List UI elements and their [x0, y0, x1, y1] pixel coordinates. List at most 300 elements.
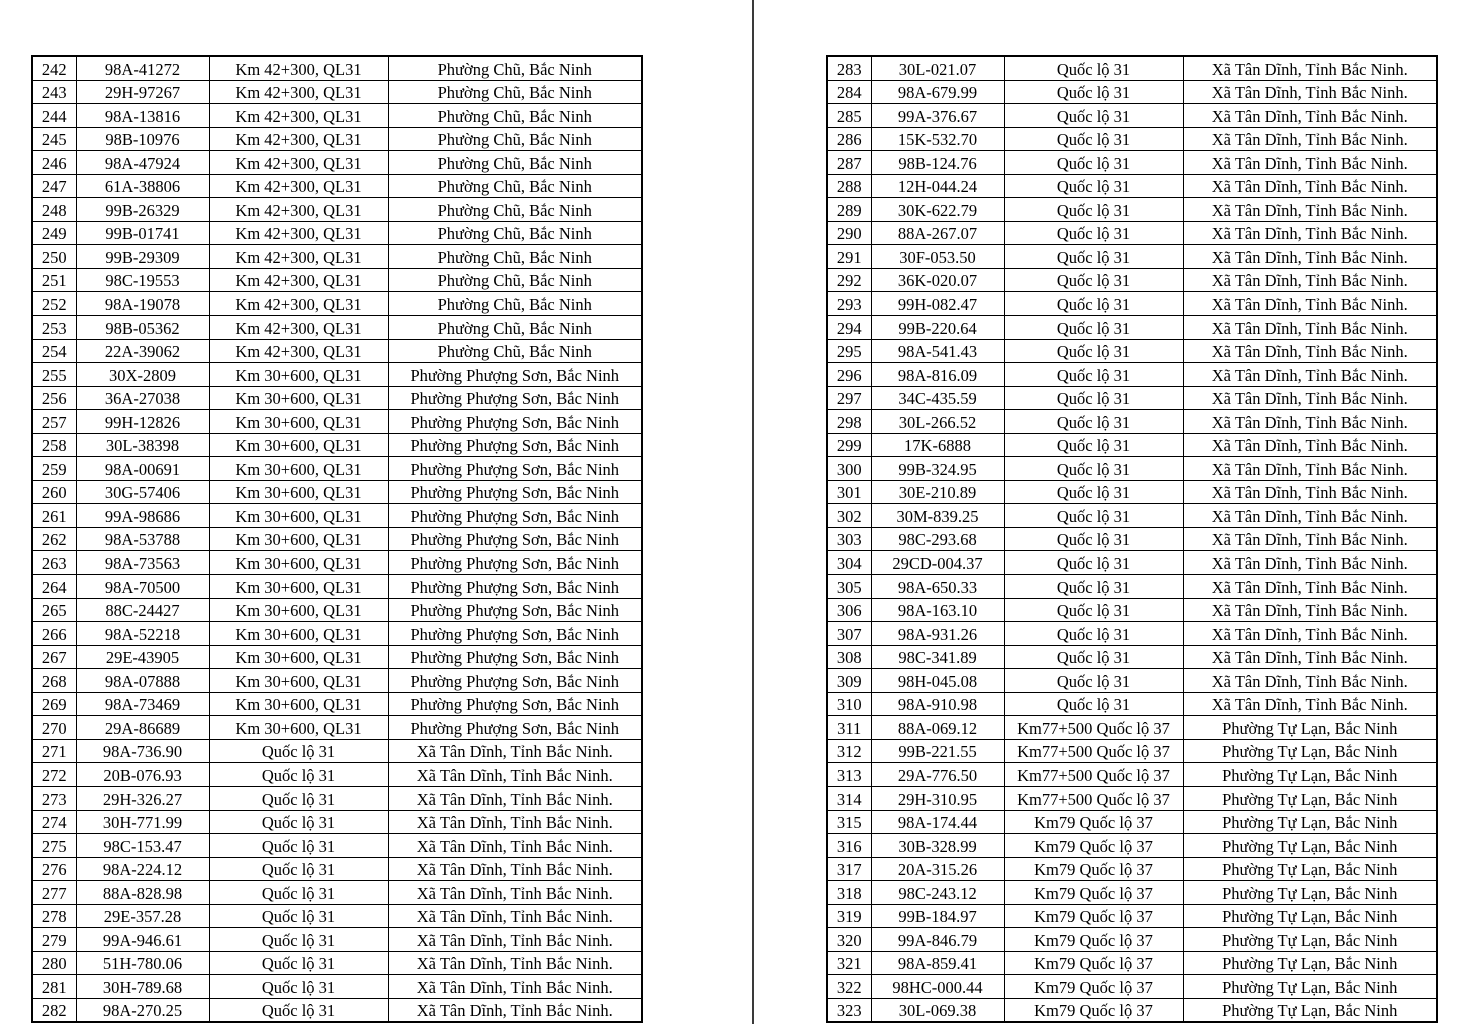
row-number-cell: 286 [827, 127, 871, 151]
row-number-cell: 251 [32, 268, 76, 292]
table-row [827, 151, 1437, 175]
ward-commune-cell: Phường Tự Lạn, Bắc Ninh [1183, 716, 1437, 740]
table-row [32, 810, 642, 834]
row-number-cell: 244 [32, 104, 76, 128]
row-number-cell: 321 [827, 951, 871, 975]
table-row [827, 457, 1437, 481]
license-plate-cell: 98A-47924 [76, 151, 209, 175]
table-row [32, 480, 642, 504]
row-number-cell: 277 [32, 881, 76, 905]
table-row [32, 598, 642, 622]
ward-commune-cell: Phường Tự Lạn, Bắc Ninh [1183, 975, 1437, 999]
ward-commune-cell: Phường Chũ, Bắc Ninh [388, 80, 642, 104]
table-row [32, 104, 642, 128]
table-row [32, 504, 642, 528]
violation-location-cell: Km 42+300, QL31 [209, 151, 388, 175]
table-row [32, 127, 642, 151]
table-row [827, 386, 1437, 410]
row-number-cell: 281 [32, 975, 76, 999]
violation-location-cell: Km 30+600, QL31 [209, 622, 388, 646]
license-plate-cell: 20A-315.26 [871, 857, 1004, 881]
row-number-cell: 303 [827, 527, 871, 551]
license-plate-cell: 12H-044.24 [871, 174, 1004, 198]
table-row [32, 951, 642, 975]
violation-location-cell: Km 42+300, QL31 [209, 174, 388, 198]
row-number-cell: 261 [32, 504, 76, 528]
table-row [827, 527, 1437, 551]
license-plate-cell: 88A-828.98 [76, 881, 209, 905]
row-number-cell: 314 [827, 786, 871, 810]
violation-location-cell: Km 30+600, QL31 [209, 551, 388, 575]
license-plate-cell: 30G-57406 [76, 480, 209, 504]
table-row [32, 975, 642, 999]
license-plate-cell: 98A-816.09 [871, 363, 1004, 387]
row-number-cell: 306 [827, 598, 871, 622]
ward-commune-cell: Xã Tân Dĩnh, Tỉnh Bắc Ninh. [1183, 692, 1437, 716]
ward-commune-cell: Xã Tân Dĩnh, Tỉnh Bắc Ninh. [1183, 221, 1437, 245]
license-plate-cell: 98C-293.68 [871, 527, 1004, 551]
violation-location-cell: Quốc lộ 31 [1004, 127, 1183, 151]
license-plate-cell: 20B-076.93 [76, 763, 209, 787]
violation-location-cell: Quốc lộ 31 [1004, 433, 1183, 457]
ward-commune-cell: Xã Tân Dĩnh, Tỉnh Bắc Ninh. [388, 881, 642, 905]
violation-location-cell: Quốc lộ 31 [209, 739, 388, 763]
table-row [827, 174, 1437, 198]
row-number-cell: 263 [32, 551, 76, 575]
violation-location-cell: Quốc lộ 31 [1004, 339, 1183, 363]
table-row [32, 80, 642, 104]
ward-commune-cell: Phường Tự Lạn, Bắc Ninh [1183, 857, 1437, 881]
violation-location-cell: Km 42+300, QL31 [209, 80, 388, 104]
row-number-cell: 311 [827, 716, 871, 740]
row-number-cell: 274 [32, 810, 76, 834]
license-plate-cell: 98A-41272 [76, 56, 209, 80]
table-row [827, 622, 1437, 646]
table-row [827, 857, 1437, 881]
license-plate-cell: 30L-069.38 [871, 998, 1004, 1022]
ward-commune-cell: Phường Tự Lạn, Bắc Ninh [1183, 951, 1437, 975]
violation-location-cell: Km 42+300, QL31 [209, 316, 388, 340]
ward-commune-cell: Phường Tự Lạn, Bắc Ninh [1183, 739, 1437, 763]
violation-location-cell: Quốc lộ 31 [209, 786, 388, 810]
ward-commune-cell: Phường Phượng Sơn, Bắc Ninh [388, 622, 642, 646]
violation-location-cell: Km 30+600, QL31 [209, 480, 388, 504]
license-plate-cell: 99B-220.64 [871, 316, 1004, 340]
row-number-cell: 243 [32, 80, 76, 104]
license-plate-cell: 88A-267.07 [871, 221, 1004, 245]
violation-location-cell: Km79 Quốc lộ 37 [1004, 951, 1183, 975]
violation-location-cell: Quốc lộ 31 [1004, 575, 1183, 599]
row-number-cell: 322 [827, 975, 871, 999]
violation-location-cell: Km 30+600, QL31 [209, 575, 388, 599]
ward-commune-cell: Xã Tân Dĩnh, Tỉnh Bắc Ninh. [388, 928, 642, 952]
license-plate-cell: 30H-771.99 [76, 810, 209, 834]
table-row [32, 268, 642, 292]
table-row [827, 786, 1437, 810]
violation-location-cell: Km77+500 Quốc lộ 37 [1004, 739, 1183, 763]
table-row [827, 198, 1437, 222]
license-plate-cell: 29H-326.27 [76, 786, 209, 810]
row-number-cell: 288 [827, 174, 871, 198]
row-number-cell: 296 [827, 363, 871, 387]
table-row [827, 669, 1437, 693]
table-row [827, 292, 1437, 316]
ward-commune-cell: Xã Tân Dĩnh, Tỉnh Bắc Ninh. [388, 834, 642, 858]
license-plate-cell: 99H-12826 [76, 410, 209, 434]
violation-location-cell: Km 30+600, QL31 [209, 433, 388, 457]
ward-commune-cell: Xã Tân Dĩnh, Tỉnh Bắc Ninh. [1183, 527, 1437, 551]
row-number-cell: 256 [32, 386, 76, 410]
license-plate-cell: 98C-243.12 [871, 881, 1004, 905]
ward-commune-cell: Phường Phượng Sơn, Bắc Ninh [388, 457, 642, 481]
row-number-cell: 309 [827, 669, 871, 693]
violation-location-cell: Km 42+300, QL31 [209, 104, 388, 128]
row-number-cell: 280 [32, 951, 76, 975]
ward-commune-cell: Phường Chũ, Bắc Ninh [388, 221, 642, 245]
ward-commune-cell: Xã Tân Dĩnh, Tỉnh Bắc Ninh. [1183, 622, 1437, 646]
records-table-right-body [827, 56, 1437, 1022]
license-plate-cell: 17K-6888 [871, 433, 1004, 457]
license-plate-cell: 98A-931.26 [871, 622, 1004, 646]
violation-location-cell: Quốc lộ 31 [1004, 245, 1183, 269]
license-plate-cell: 30E-210.89 [871, 480, 1004, 504]
table-row [32, 692, 642, 716]
table-row [827, 363, 1437, 387]
violation-location-cell: Km79 Quốc lộ 37 [1004, 975, 1183, 999]
row-number-cell: 302 [827, 504, 871, 528]
license-plate-cell: 98A-163.10 [871, 598, 1004, 622]
row-number-cell: 287 [827, 151, 871, 175]
table-row [32, 292, 642, 316]
violation-location-cell: Km 30+600, QL31 [209, 669, 388, 693]
table-row [827, 998, 1437, 1022]
table-row [827, 763, 1437, 787]
ward-commune-cell: Xã Tân Dĩnh, Tỉnh Bắc Ninh. [1183, 363, 1437, 387]
license-plate-cell: 29CD-004.37 [871, 551, 1004, 575]
violation-location-cell: Quốc lộ 31 [1004, 198, 1183, 222]
license-plate-cell: 30H-789.68 [76, 975, 209, 999]
violation-location-cell: Quốc lộ 31 [1004, 457, 1183, 481]
ward-commune-cell: Phường Chũ, Bắc Ninh [388, 292, 642, 316]
records-table-right [826, 55, 1438, 1023]
table-row [827, 316, 1437, 340]
row-number-cell: 299 [827, 433, 871, 457]
license-plate-cell: 99B-01741 [76, 221, 209, 245]
table-row [827, 951, 1437, 975]
ward-commune-cell: Phường Phượng Sơn, Bắc Ninh [388, 363, 642, 387]
table-row [827, 645, 1437, 669]
row-number-cell: 268 [32, 669, 76, 693]
table-row [32, 151, 642, 175]
violation-location-cell: Km77+500 Quốc lộ 37 [1004, 716, 1183, 740]
violation-location-cell: Quốc lộ 31 [209, 810, 388, 834]
license-plate-cell: 30L-021.07 [871, 56, 1004, 80]
table-row [32, 174, 642, 198]
row-number-cell: 308 [827, 645, 871, 669]
license-plate-cell: 34C-435.59 [871, 386, 1004, 410]
row-number-cell: 319 [827, 904, 871, 928]
violation-location-cell: Quốc lộ 31 [1004, 292, 1183, 316]
ward-commune-cell: Xã Tân Dĩnh, Tỉnh Bắc Ninh. [1183, 174, 1437, 198]
row-number-cell: 258 [32, 433, 76, 457]
row-number-cell: 248 [32, 198, 76, 222]
ward-commune-cell: Phường Chũ, Bắc Ninh [388, 174, 642, 198]
violation-location-cell: Km 42+300, QL31 [209, 127, 388, 151]
ward-commune-cell: Xã Tân Dĩnh, Tỉnh Bắc Ninh. [1183, 575, 1437, 599]
table-row [32, 786, 642, 810]
license-plate-cell: 98C-19553 [76, 268, 209, 292]
ward-commune-cell: Phường Phượng Sơn, Bắc Ninh [388, 598, 642, 622]
violation-location-cell: Quốc lộ 31 [1004, 268, 1183, 292]
row-number-cell: 257 [32, 410, 76, 434]
violation-location-cell: Quốc lộ 31 [1004, 410, 1183, 434]
license-plate-cell: 98A-174.44 [871, 810, 1004, 834]
row-number-cell: 252 [32, 292, 76, 316]
license-plate-cell: 98HC-000.44 [871, 975, 1004, 999]
table-row [827, 692, 1437, 716]
row-number-cell: 301 [827, 480, 871, 504]
ward-commune-cell: Xã Tân Dĩnh, Tỉnh Bắc Ninh. [388, 739, 642, 763]
ward-commune-cell: Phường Tự Lạn, Bắc Ninh [1183, 928, 1437, 952]
row-number-cell: 269 [32, 692, 76, 716]
license-plate-cell: 98H-045.08 [871, 669, 1004, 693]
violation-location-cell: Quốc lộ 31 [209, 928, 388, 952]
violation-location-cell: Km77+500 Quốc lộ 37 [1004, 786, 1183, 810]
violation-location-cell: Quốc lộ 31 [1004, 221, 1183, 245]
ward-commune-cell: Phường Phượng Sơn, Bắc Ninh [388, 692, 642, 716]
violation-location-cell: Quốc lộ 31 [209, 763, 388, 787]
license-plate-cell: 99A-846.79 [871, 928, 1004, 952]
license-plate-cell: 99B-221.55 [871, 739, 1004, 763]
violation-location-cell: Quốc lộ 31 [1004, 56, 1183, 80]
ward-commune-cell: Xã Tân Dĩnh, Tỉnh Bắc Ninh. [388, 904, 642, 928]
violation-location-cell: Km 30+600, QL31 [209, 386, 388, 410]
license-plate-cell: 98A-859.41 [871, 951, 1004, 975]
row-number-cell: 260 [32, 480, 76, 504]
license-plate-cell: 98C-153.47 [76, 834, 209, 858]
table-row [32, 527, 642, 551]
row-number-cell: 291 [827, 245, 871, 269]
violation-location-cell: Km 42+300, QL31 [209, 268, 388, 292]
row-number-cell: 262 [32, 527, 76, 551]
violation-location-cell: Quốc lộ 31 [1004, 480, 1183, 504]
violation-location-cell: Km79 Quốc lộ 37 [1004, 834, 1183, 858]
license-plate-cell: 29A-776.50 [871, 763, 1004, 787]
license-plate-cell: 30L-266.52 [871, 410, 1004, 434]
license-plate-cell: 98B-10976 [76, 127, 209, 151]
table-row [32, 245, 642, 269]
ward-commune-cell: Phường Chũ, Bắc Ninh [388, 198, 642, 222]
violation-location-cell: Km79 Quốc lộ 37 [1004, 881, 1183, 905]
row-number-cell: 247 [32, 174, 76, 198]
license-plate-cell: 36K-020.07 [871, 268, 1004, 292]
row-number-cell: 245 [32, 127, 76, 151]
violation-location-cell: Km 30+600, QL31 [209, 645, 388, 669]
violation-location-cell: Quốc lộ 31 [1004, 598, 1183, 622]
table-row [32, 386, 642, 410]
ward-commune-cell: Xã Tân Dĩnh, Tỉnh Bắc Ninh. [1183, 56, 1437, 80]
license-plate-cell: 98A-224.12 [76, 857, 209, 881]
violation-location-cell: Km 42+300, QL31 [209, 198, 388, 222]
table-row [32, 56, 642, 80]
license-plate-cell: 98A-73563 [76, 551, 209, 575]
table-row [32, 622, 642, 646]
row-number-cell: 310 [827, 692, 871, 716]
table-row [32, 457, 642, 481]
ward-commune-cell: Xã Tân Dĩnh, Tỉnh Bắc Ninh. [1183, 433, 1437, 457]
violation-location-cell: Quốc lộ 31 [1004, 363, 1183, 387]
table-row [32, 881, 642, 905]
violation-location-cell: Km 42+300, QL31 [209, 221, 388, 245]
violation-location-cell: Quốc lộ 31 [1004, 174, 1183, 198]
violation-location-cell: Quốc lộ 31 [1004, 527, 1183, 551]
license-plate-cell: 99B-29309 [76, 245, 209, 269]
violation-location-cell: Km79 Quốc lộ 37 [1004, 998, 1183, 1022]
row-number-cell: 305 [827, 575, 871, 599]
ward-commune-cell: Phường Tự Lạn, Bắc Ninh [1183, 998, 1437, 1022]
table-row [827, 56, 1437, 80]
license-plate-cell: 30L-38398 [76, 433, 209, 457]
table-row [32, 339, 642, 363]
license-plate-cell: 99H-082.47 [871, 292, 1004, 316]
license-plate-cell: 99B-324.95 [871, 457, 1004, 481]
row-number-cell: 294 [827, 316, 871, 340]
ward-commune-cell: Phường Chũ, Bắc Ninh [388, 104, 642, 128]
table-row [32, 363, 642, 387]
row-number-cell: 293 [827, 292, 871, 316]
row-number-cell: 266 [32, 622, 76, 646]
violation-location-cell: Quốc lộ 31 [1004, 622, 1183, 646]
violation-location-cell: Km 30+600, QL31 [209, 504, 388, 528]
row-number-cell: 249 [32, 221, 76, 245]
ward-commune-cell: Xã Tân Dĩnh, Tỉnh Bắc Ninh. [1183, 127, 1437, 151]
license-plate-cell: 98A-270.25 [76, 998, 209, 1022]
ward-commune-cell: Phường Phượng Sơn, Bắc Ninh [388, 551, 642, 575]
table-row [827, 245, 1437, 269]
table-row [827, 881, 1437, 905]
ward-commune-cell: Xã Tân Dĩnh, Tỉnh Bắc Ninh. [1183, 480, 1437, 504]
table-row [32, 904, 642, 928]
ward-commune-cell: Phường Phượng Sơn, Bắc Ninh [388, 527, 642, 551]
license-plate-cell: 99A-98686 [76, 504, 209, 528]
records-table-left [31, 55, 643, 1023]
row-number-cell: 297 [827, 386, 871, 410]
row-number-cell: 295 [827, 339, 871, 363]
ward-commune-cell: Xã Tân Dĩnh, Tỉnh Bắc Ninh. [1183, 645, 1437, 669]
row-number-cell: 312 [827, 739, 871, 763]
license-plate-cell: 98A-541.43 [871, 339, 1004, 363]
license-plate-cell: 29E-357.28 [76, 904, 209, 928]
violation-location-cell: Km 30+600, QL31 [209, 527, 388, 551]
row-number-cell: 242 [32, 56, 76, 80]
license-plate-cell: 29H-310.95 [871, 786, 1004, 810]
ward-commune-cell: Xã Tân Dĩnh, Tỉnh Bắc Ninh. [1183, 504, 1437, 528]
row-number-cell: 282 [32, 998, 76, 1022]
violation-location-cell: Km 42+300, QL31 [209, 56, 388, 80]
row-number-cell: 290 [827, 221, 871, 245]
row-number-cell: 307 [827, 622, 871, 646]
row-number-cell: 272 [32, 763, 76, 787]
row-number-cell: 273 [32, 786, 76, 810]
license-plate-cell: 98A-679.99 [871, 80, 1004, 104]
violation-location-cell: Km 30+600, QL31 [209, 457, 388, 481]
ward-commune-cell: Phường Phượng Sơn, Bắc Ninh [388, 480, 642, 504]
license-plate-cell: 99B-26329 [76, 198, 209, 222]
ward-commune-cell: Xã Tân Dĩnh, Tỉnh Bắc Ninh. [1183, 151, 1437, 175]
violation-location-cell: Quốc lộ 31 [1004, 645, 1183, 669]
ward-commune-cell: Xã Tân Dĩnh, Tỉnh Bắc Ninh. [1183, 339, 1437, 363]
license-plate-cell: 88A-069.12 [871, 716, 1004, 740]
ward-commune-cell: Phường Phượng Sơn, Bắc Ninh [388, 669, 642, 693]
table-row [827, 598, 1437, 622]
row-number-cell: 317 [827, 857, 871, 881]
ward-commune-cell: Xã Tân Dĩnh, Tỉnh Bắc Ninh. [388, 857, 642, 881]
row-number-cell: 323 [827, 998, 871, 1022]
table-row [32, 198, 642, 222]
license-plate-cell: 98A-73469 [76, 692, 209, 716]
license-plate-cell: 30B-328.99 [871, 834, 1004, 858]
license-plate-cell: 29A-86689 [76, 716, 209, 740]
license-plate-cell: 99A-946.61 [76, 928, 209, 952]
license-plate-cell: 88C-24427 [76, 598, 209, 622]
license-plate-cell: 29H-97267 [76, 80, 209, 104]
license-plate-cell: 98A-910.98 [871, 692, 1004, 716]
ward-commune-cell: Phường Chũ, Bắc Ninh [388, 339, 642, 363]
row-number-cell: 289 [827, 198, 871, 222]
ward-commune-cell: Xã Tân Dĩnh, Tỉnh Bắc Ninh. [1183, 245, 1437, 269]
license-plate-cell: 30F-053.50 [871, 245, 1004, 269]
row-number-cell: 285 [827, 104, 871, 128]
violation-location-cell: Km79 Quốc lộ 37 [1004, 857, 1183, 881]
violation-location-cell: Quốc lộ 31 [209, 857, 388, 881]
table-row [827, 268, 1437, 292]
table-row [827, 575, 1437, 599]
ward-commune-cell: Xã Tân Dĩnh, Tỉnh Bắc Ninh. [1183, 457, 1437, 481]
table-row [827, 127, 1437, 151]
license-plate-cell: 99B-184.97 [871, 904, 1004, 928]
ward-commune-cell: Xã Tân Dĩnh, Tỉnh Bắc Ninh. [388, 763, 642, 787]
violation-location-cell: Quốc lộ 31 [1004, 80, 1183, 104]
violation-location-cell: Km77+500 Quốc lộ 37 [1004, 763, 1183, 787]
row-number-cell: 304 [827, 551, 871, 575]
table-row [32, 857, 642, 881]
ward-commune-cell: Phường Chũ, Bắc Ninh [388, 151, 642, 175]
violation-location-cell: Quốc lộ 31 [1004, 504, 1183, 528]
ward-commune-cell: Xã Tân Dĩnh, Tỉnh Bắc Ninh. [388, 810, 642, 834]
license-plate-cell: 30M-839.25 [871, 504, 1004, 528]
violation-location-cell: Quốc lộ 31 [1004, 551, 1183, 575]
ward-commune-cell: Xã Tân Dĩnh, Tỉnh Bắc Ninh. [388, 998, 642, 1022]
ward-commune-cell: Xã Tân Dĩnh, Tỉnh Bắc Ninh. [1183, 80, 1437, 104]
table-row [827, 975, 1437, 999]
row-number-cell: 270 [32, 716, 76, 740]
violation-location-cell: Km 42+300, QL31 [209, 339, 388, 363]
ward-commune-cell: Phường Chũ, Bắc Ninh [388, 127, 642, 151]
license-plate-cell: 30X-2809 [76, 363, 209, 387]
license-plate-cell: 98A-52218 [76, 622, 209, 646]
violation-location-cell: Quốc lộ 31 [209, 881, 388, 905]
table-row [32, 221, 642, 245]
ward-commune-cell: Phường Tự Lạn, Bắc Ninh [1183, 881, 1437, 905]
ward-commune-cell: Phường Tự Lạn, Bắc Ninh [1183, 810, 1437, 834]
violation-location-cell: Quốc lộ 31 [1004, 151, 1183, 175]
license-plate-cell: 98A-13816 [76, 104, 209, 128]
violation-location-cell: Quốc lộ 31 [209, 998, 388, 1022]
row-number-cell: 278 [32, 904, 76, 928]
table-row [827, 904, 1437, 928]
page-divider [752, 0, 754, 1024]
license-plate-cell: 61A-38806 [76, 174, 209, 198]
